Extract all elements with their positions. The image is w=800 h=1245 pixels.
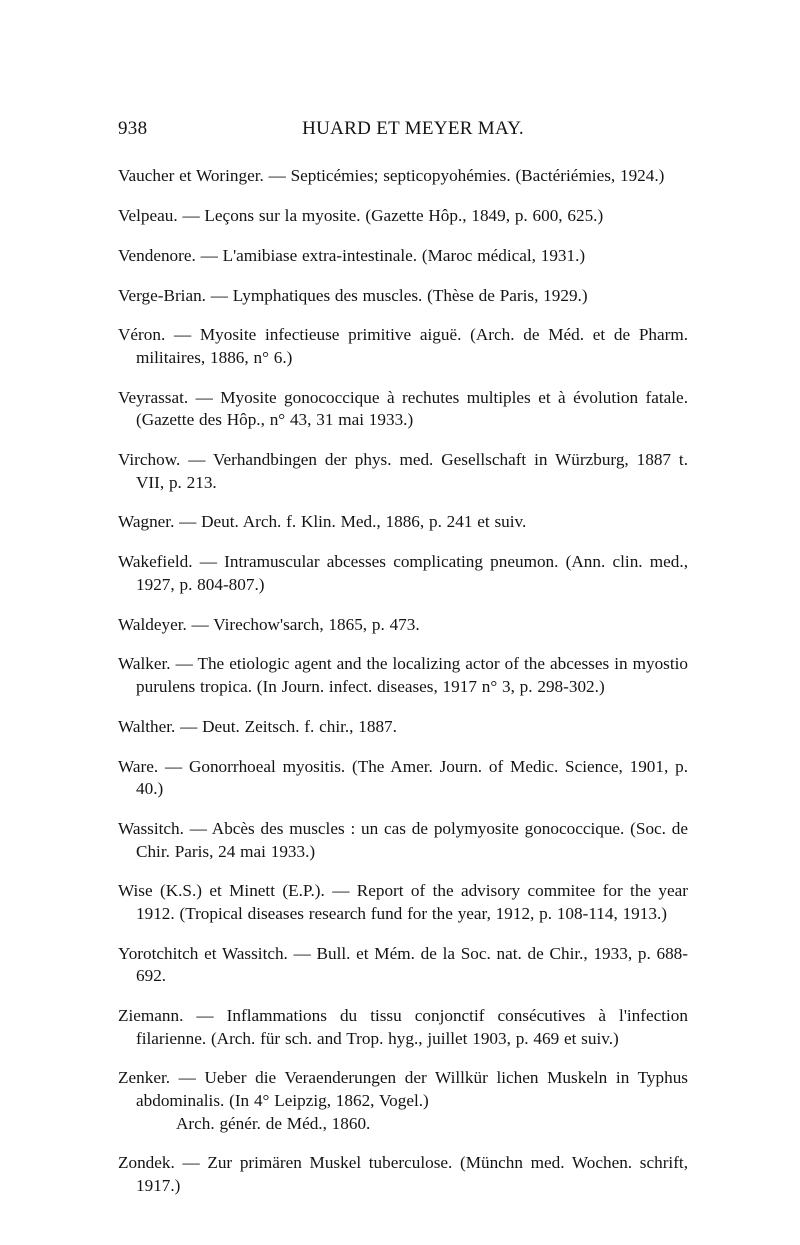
bibliography-entry (118, 716, 688, 739)
entry-text: Vaucher et Woringer. — Septicémies; septicopyohémies. (Bactériémies, 1924.) (118, 166, 665, 186)
entry-text: Ware. — Gonorrhoeal myositis. (The Amer. Journ. of Medic. Science, 1901, p. 40.) (118, 756, 688, 799)
bibliography-list (118, 165, 688, 1197)
entry-text: Yorotchitch et Wassitch. — Bull. et Mém. de la Soc. nat. de Chir., 1933, p. 688-692. (118, 943, 688, 986)
page-number: 938 (118, 118, 148, 139)
entry-text: Wassitch. — Abcès des muscles : un cas de polymyosite gonococcique. (Soc. de Chir. Paris, 24 mai 1933.) (118, 818, 688, 861)
bibliography-entry (118, 818, 688, 863)
entry-text: Zenker. — Ueber die Veraenderungen der Willkür lichen Muskeln in Typhus abdominalis. (In 4° Leipzig, 1862, Vogel.) (118, 1068, 688, 1110)
entry-text: Walker. — The etiologic agent and the localizing actor of the abcesses in myostio purulens tropica. (In Journ. infect. diseases, 1917 n° 3, p. 298-302.) (118, 654, 688, 696)
bibliography-entry (118, 285, 688, 308)
bibliography-entry (118, 653, 688, 698)
entry-text: Veyrassat. — Myosite gonococcique à rechutes multiples et à évolution fatale. (Gazette des Hôp., n° 43, 31 mai 1933.) (118, 387, 688, 430)
bibliography-entry (118, 205, 688, 228)
running-head (118, 118, 688, 148)
bibliography-entry (118, 449, 688, 494)
entry-text: Walther. — Deut. Zeitsch. f. chir., 1887. (118, 716, 397, 736)
entry-subline: Arch. génér. de Méd., 1860. (176, 1113, 371, 1133)
page (118, 118, 688, 1204)
entry-text: Wagner. — Deut. Arch. f. Klin. Med., 1886, p. 241 et suiv. (118, 512, 527, 532)
bibliography-entry (118, 614, 688, 637)
entry-text: Wakefield. — Intramuscular abcesses complicating pneumon. (Ann. clin. med., 1927, p. 804-807.) (118, 552, 688, 594)
entry-text: Zondek. — Zur primären Muskel tuberculose. (Münchn med. Wochen. schrift, 1917.) (118, 1153, 688, 1195)
bibliography-entry (118, 551, 688, 596)
entry-text: Véron. — Myosite infectieuse primitive aiguë. (Arch. de Méd. et de Pharm. militaires, 1886, n° 6.) (118, 325, 688, 367)
bibliography-entry (118, 756, 688, 801)
entry-text: Virchow. — Verhandbingen der phys. med. Gesellschaft in Würzburg, 1887 t. VII, p. 213. (118, 450, 688, 492)
bibliography-entry (118, 880, 688, 925)
bibliography-entry (118, 1067, 688, 1135)
bibliography-entry (118, 1152, 688, 1197)
entry-text: Velpeau. — Leçons sur la myosite. (Gazette Hôp., 1849, p. 600, 625.) (118, 205, 604, 225)
entry-text: Vendenore. — L'amibiase extra-intestinale. (Maroc médical, 1931.) (118, 245, 586, 265)
entry-text: Wise (K.S.) et Minett (E.P.). — Report of the advisory commitee for the year 1912. (Tropical diseases research fund for the year, 1912, p. 108-114, 1913.) (118, 881, 688, 923)
header-title: HUARD ET MEYER MAY. (302, 118, 524, 139)
bibliography-entry (118, 245, 688, 268)
bibliography-entry (118, 387, 688, 432)
bibliography-entry (118, 324, 688, 369)
entry-text: Verge-Brian. — Lymphatiques des muscles. (Thèse de Paris, 1929.) (118, 285, 588, 305)
bibliography-entry (118, 511, 688, 534)
bibliography-entry (118, 1005, 688, 1050)
entry-text: Ziemann. — Inflammations du tissu conjonctif consécutives à l'infection filarienne. (Arch. für sch. and Trop. hyg., juillet 1903, p. 469 et suiv.) (118, 1006, 688, 1048)
bibliography-entry (118, 165, 688, 188)
entry-text: Waldeyer. — Virechow'sarch, 1865, p. 473. (118, 614, 420, 634)
bibliography-entry (118, 943, 688, 988)
